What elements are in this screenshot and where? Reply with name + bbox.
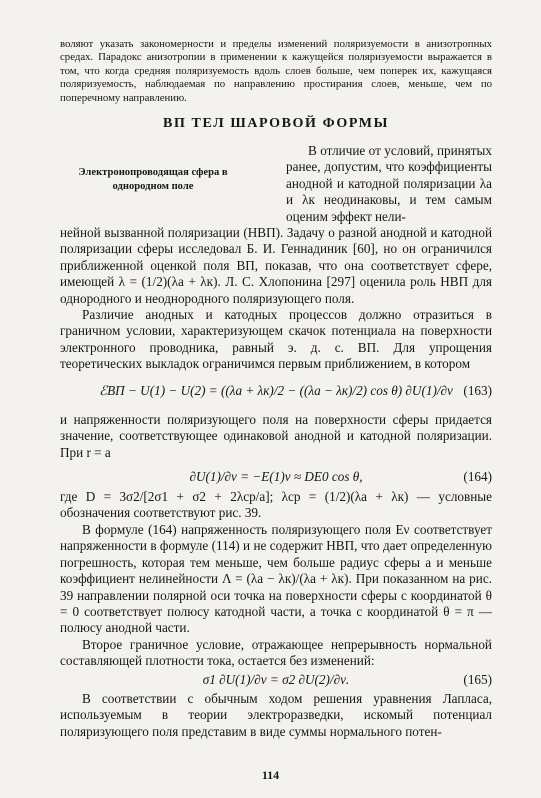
section-title: ВП ТЕЛ ШАРОВОЙ ФОРМЫ — [163, 116, 389, 131]
top-paragraph: воляют указать закономерности и пределы изменений поляризуемости в анизотропных средах. Парадокс анизотропии в применении к кажущейся поляризуемости выражается в том, что когда средняя поляризуемость вдоль слоев больше, чем поперек их, кажущаяся поляризуемость, наблюдаемая по направлению простирания слоев, меньше, чем по поперечному направлению. — [60, 38, 492, 104]
equation-164-number: (164) — [463, 469, 492, 484]
side-heading: Электронопроводящая сфера в однородном поле — [78, 167, 228, 192]
equation-164-expression: ∂U(1)/∂ν = −E(1)ν ≈ DE0 cos θ, — [189, 469, 363, 484]
equation-163-expression: ℰВП − U(1) − U(2) = ((λа + λк)/2 − ((λа − λк)/2) cos θ) ∂U(1)/∂ν — [99, 383, 453, 398]
paragraph-second-condition: Второе граничное условие, отражающее непрерывность нормальной составляющей плотности тока, остается без изменений: — [60, 637, 492, 669]
paragraph-notation: где D = 3σ2/[2σ1 + σ2 + 2λср/a]; λср = (1/2)(λа + λк) — условные обозначения соответствуют рис. 39. — [60, 489, 492, 521]
equation-163 — [60, 378, 492, 404]
paragraph-boundary-condition: Различие анодных и катодных процессов должно отразиться в граничном условии, характеризующем скачок потенциала на поверхности электронного проводника, равный э. д. с. ВП. Для упрощения теоретических выкладок ограничимся первым приближением, в котором — [60, 307, 492, 372]
intro-paragraph-full: нейной вызванной поляризации (НВП). Задачу о разной анодной и катодной поляризации сферы исследовал Б. И. Геннадиник [60], но он ограничился приближенной оценкой поля ВП, показав, что она соответствует сфере, имеющей λ = (1/2)(λа + λк). Л. С. Хлопонина [297] оценила роль НВП для однородного и неоднородного поляризующего поля. — [60, 225, 492, 306]
equation-163-number: (163) — [463, 383, 492, 398]
equation-165 — [60, 671, 492, 689]
equation-164 — [60, 468, 492, 486]
paragraph-formula-164: В формуле (164) напряженность поляризующего поля Eν соответствует напряженности в формуле (114) и не содержит НВП, что дает определенную погрешность, которая тем меньше, чем больше радиус сферы a и меньше коэффициент нелинейности Λ = (λа − λк)/(λа + λк). При показанном на рис. 39 направлении полярной оси точка на поверхности сферы с координатой θ = 0 соответствует полюсу катодной части, а точка с координатой θ = π — полюсу анодной части. — [60, 522, 492, 636]
intro-paragraph-right: В отличие от условий, принятых ранее, допустим, что коэффициенты анодной и катодной поляризации λа и λк неодинаковы, и тем самым оценим эффект нели- — [286, 143, 492, 224]
equation-165-expression: σ1 ∂U(1)/∂ν = σ2 ∂U(2)/∂ν. — [202, 672, 350, 687]
page-number: 114 — [261, 768, 280, 782]
paragraph-field-strength: и напряженности поляризующего поля на поверхности сферы придается значение, соответствующее одинаковой анодной и катодной поляризации. При r = a — [60, 412, 492, 460]
equation-165-number: (165) — [463, 672, 492, 687]
paragraph-laplace: В соответствии с обычным ходом решения уравнения Лапласа, используемым в теории электроразведки, искомый потенциал поляризующего поля представим в виде суммы нормального потен- — [60, 691, 492, 739]
